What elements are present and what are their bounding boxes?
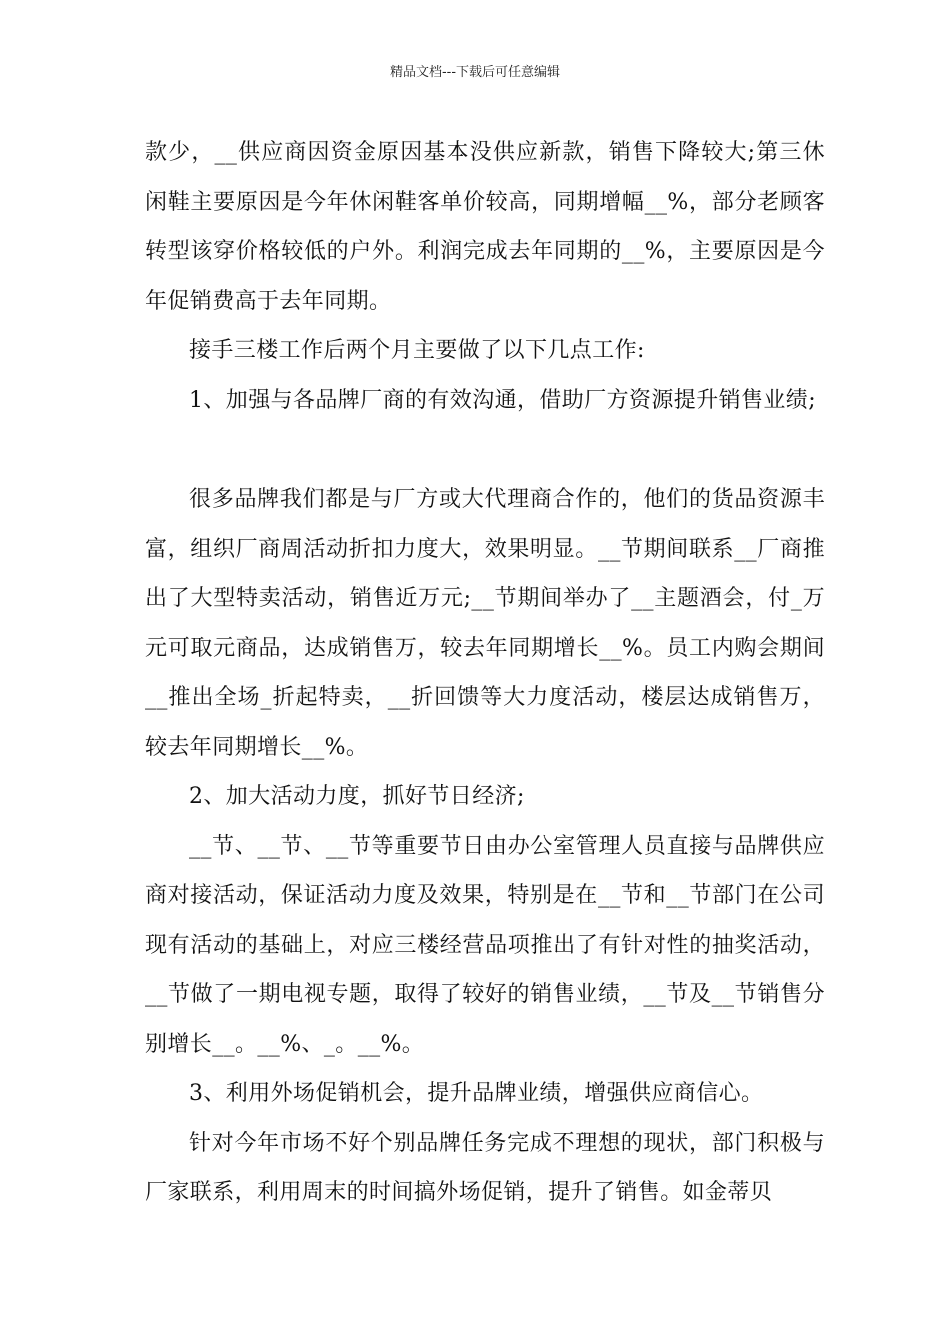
paragraph-brand-cooperation: 很多品牌我们都是与厂方或大代理商合作的，他们的货品资源丰富，组织厂商周活动折扣力度大，效果明显。__节期间联系__厂商推出了大型特卖活动，销售近万元;__节期间举办了__主题酒会，付_万元可取元商品，达成销售万，较去年同期增长__%。员工内购会期间__推出全场_折起特卖，__折回馈等大力度活动，楼层达成销售万，较去年同期增长__%。 — [145, 487, 825, 760]
document-body — [145, 128, 825, 1218]
heading-item-1: 1、加强与各品牌厂商的有效沟通，借助厂方资源提升销售业绩; — [189, 387, 817, 413]
paragraph-spacer — [145, 425, 825, 475]
paragraph-sales-summary: 款少，__供应商因资金原因基本没供应新款，销售下降较大;第三休闲鞋主要原因是今年休闲鞋客单价较高，同期增幅__%，部分老顾客转型该穿价格较低的户外。利润完成去年同期的__%，主要原因是今年促销费高于去年同期。 — [145, 140, 825, 314]
heading-item-3: 3、利用外场促销机会，提升品牌业绩，增强供应商信心。 — [189, 1081, 764, 1106]
paragraph-outdoor-promotion: 针对今年市场不好个别品牌任务完成不理想的现状，部门积极与厂家联系，利用周末的时间搞外场促销，提升了销售。如金蒂贝 — [145, 1130, 825, 1205]
paragraph-holiday-events: __节、__节、__节等重要节日由办公室管理人员直接与品牌供应商对接活动，保证活动力度及效果，特别是在__节和__节部门在公司现有活动的基础上，对应三楼经营品项推出了有针对性的抽奖活动，__节做了一期电视专题，取得了较好的销售业绩，__节及__节销售分别增长__。__%、_。__%。 — [145, 833, 825, 1057]
heading-item-2: 2、加大活动力度，抓好节日经济; — [189, 784, 525, 809]
page-header: 精品文档---下载后可任意编辑 — [389, 65, 561, 80]
paragraph-work-intro: 接手三楼工作后两个月主要做了以下几点工作: — [189, 338, 645, 363]
